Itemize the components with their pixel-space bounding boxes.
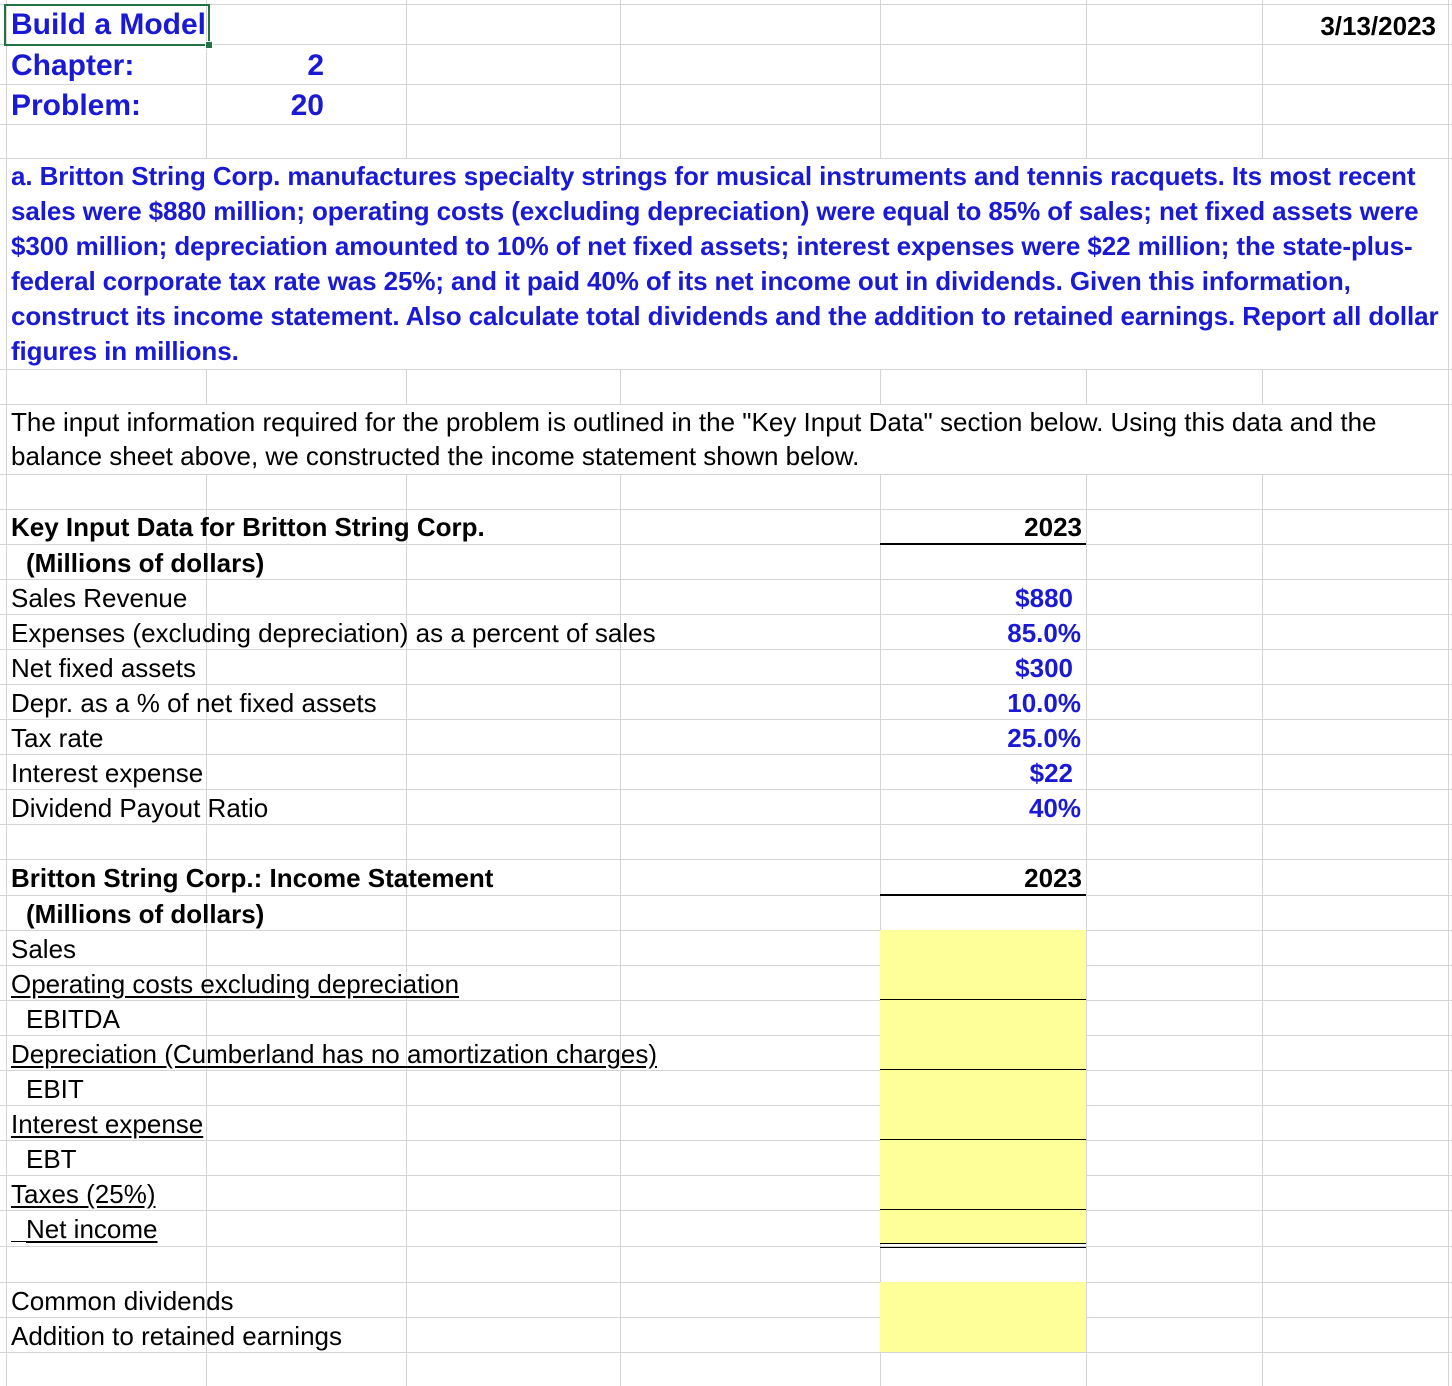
answer-cell-interest[interactable] (880, 1105, 1086, 1140)
answer-cell-retained-earnings[interactable] (880, 1317, 1086, 1352)
chapter-value[interactable]: 2 (307, 49, 324, 82)
input-value-payout-ratio[interactable]: 40% (1028, 793, 1081, 823)
income-statement-subtitle: (Millions of dollars) (26, 899, 265, 929)
net-income-double-underline-2 (880, 1247, 1086, 1248)
label-common-dividends: Common dividends (11, 1286, 234, 1316)
input-value-sales[interactable]: $880 (1015, 583, 1073, 613)
input-value-tax-rate[interactable]: 25.0% (1007, 723, 1081, 753)
input-label-expenses-pct: Expenses (excluding depreciation) as a percent of sales (11, 618, 656, 648)
key-input-year: 2023 (1024, 512, 1082, 542)
income-statement-year: 2023 (1024, 863, 1082, 893)
input-label-tax-rate: Tax rate (11, 723, 104, 753)
answer-cell-common-dividends[interactable] (880, 1282, 1086, 1317)
is-label-depreciation: Depreciation (Cumberland has no amortization charges) (11, 1039, 657, 1069)
problem-value[interactable]: 20 (290, 89, 324, 122)
is-label-ebit: EBIT (26, 1074, 84, 1104)
input-label-sales: Sales Revenue (11, 583, 188, 613)
answer-cell-taxes[interactable] (880, 1175, 1086, 1210)
is-label-taxes: Taxes (25%) (11, 1179, 156, 1209)
answer-cell-sales[interactable] (880, 930, 1086, 965)
answer-cell-net-income[interactable] (880, 1210, 1086, 1244)
problem-statement: a. Britton String Corp. manufactures specialty strings for musical instruments and tennis racquets. Its most recent sales were $880 million; operating costs (excluding depreciation) were equal to 85% of sales; net fixed assets were $300 million; depreciation amounted to 10% of net fixed assets; interest expenses were $22 million; the state-plus-federal corporate tax rate was 25%; and it paid 40% of its net income out in dividends. Given this information, construct its income statement. Also calculate total dividends and the addition to retained earnings. Report all dollar figures in millions. (11, 161, 1439, 366)
input-value-interest-expense[interactable]: $22 (1029, 758, 1073, 788)
instructions-text: The input information required for the problem is outlined in the "Key Input Data" section below. Using this data and the balance sheet above, we constructed the income statement shown below. (11, 407, 1377, 471)
net-income-label-underline-left (11, 1241, 26, 1242)
chapter-label: Chapter: (11, 49, 135, 82)
income-statement-title: Britton String Corp.: Income Statement (11, 863, 494, 893)
is-label-sales: Sales (11, 934, 77, 964)
input-value-expenses-pct[interactable]: 85.0% (1007, 618, 1081, 648)
is-label-ebitda: EBITDA (26, 1004, 120, 1034)
input-label-payout-ratio: Dividend Payout Ratio (11, 793, 269, 823)
sheet-title: Build a Model (11, 8, 206, 41)
is-label-ebt: EBT (26, 1144, 77, 1174)
key-input-year-underline (880, 543, 1086, 545)
is-label-interest-expense: Interest expense (11, 1109, 204, 1139)
answer-cell-ebitda[interactable] (880, 1000, 1086, 1035)
is-label-net-income: Net income (26, 1214, 158, 1244)
input-value-net-fixed-assets[interactable]: $300 (1015, 653, 1073, 683)
input-label-depr-pct: Depr. as a % of net fixed assets (11, 688, 377, 718)
net-income-double-underline-1 (880, 1243, 1086, 1244)
key-input-title: Key Input Data for Britton String Corp. (11, 512, 485, 542)
input-label-net-fixed-assets: Net fixed assets (11, 653, 196, 683)
answer-cell-depreciation[interactable] (880, 1035, 1086, 1070)
input-label-interest-expense: Interest expense (11, 758, 204, 788)
label-addition-retained-earnings: Addition to retained earnings (11, 1321, 343, 1351)
answer-cell-ebit[interactable] (880, 1070, 1086, 1105)
is-label-operating-costs: Operating costs excluding depreciation (11, 969, 460, 999)
date-cell: 3/13/2023 (1320, 11, 1436, 41)
answer-cell-ebt[interactable] (880, 1140, 1086, 1175)
income-statement-year-underline (880, 894, 1086, 896)
input-value-depr-pct[interactable]: 10.0% (1007, 688, 1081, 718)
answer-cell-operating-costs[interactable] (880, 965, 1086, 1000)
problem-label: Problem: (11, 89, 142, 122)
key-input-subtitle: (Millions of dollars) (26, 548, 265, 578)
